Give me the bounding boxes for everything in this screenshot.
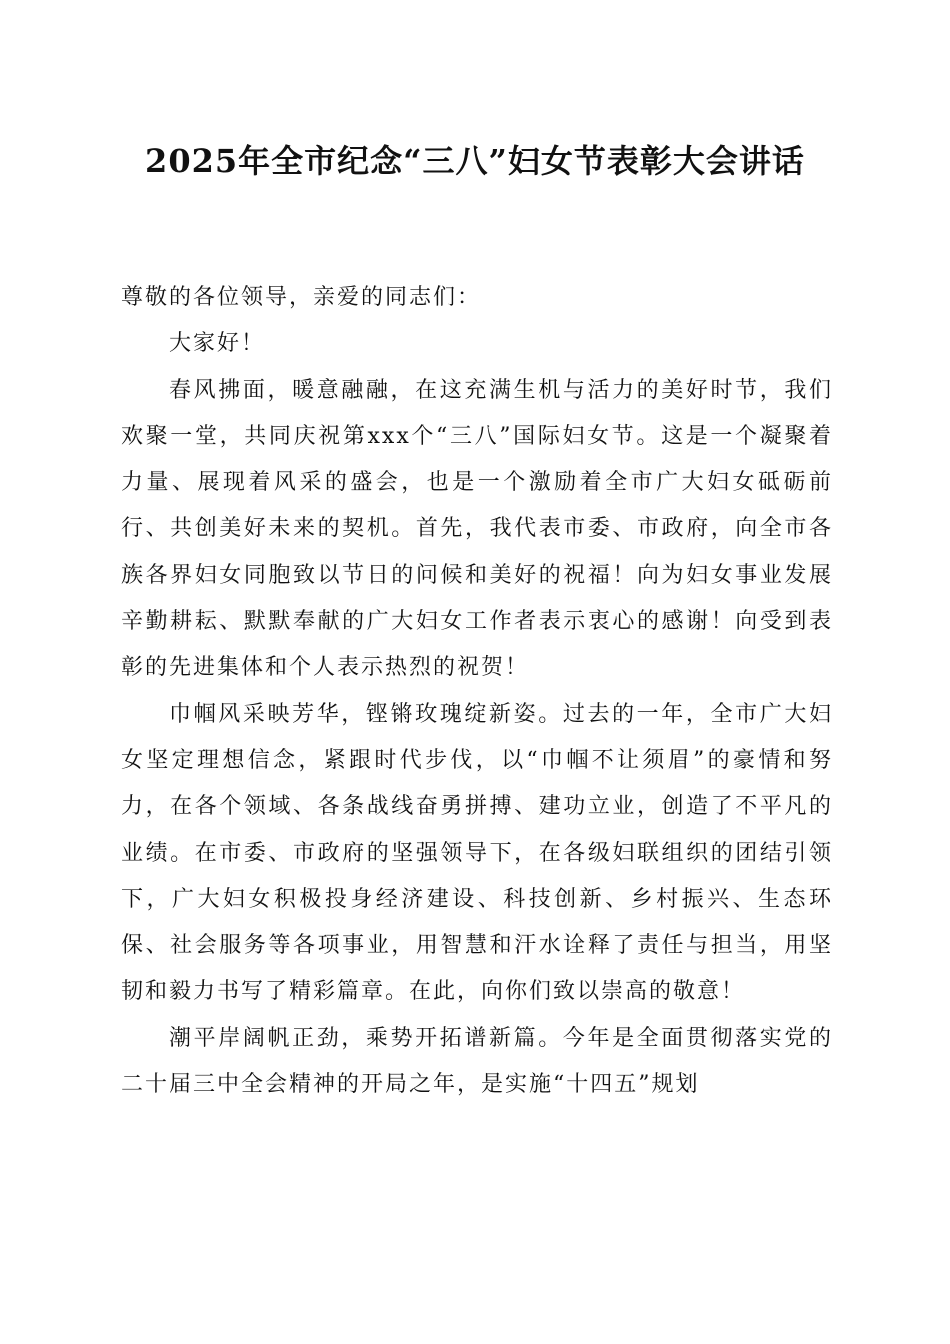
paragraph-greeting: 大家好！ [169, 331, 266, 357]
paragraph-outlook: 潮平岸阔帆正劲，乘势开拓谱新篇。今年是全面贯彻落实党的二十届三中全会精神的开局之年，是实施“十四五”规划 [121, 1025, 833, 1098]
salutation: 尊敬的各位领导，亲爱的同志们： [121, 285, 482, 310]
paragraph-achievements: 巾帼风采映芳华，铿锵玫瑰绽新姿。过去的一年，全市广大妇女坚定理想信念，紧跟时代步伐，以“巾帼不让须眉”的豪情和努力，在各个领域、各条战线奋勇拼搏、建功立业，创造了不平凡的业绩。在市委、市政府的坚强领导下，在各级妇联组织的团结引领下，广大妇女积极投身经济建设、科技创新、乡村振兴、生态环保、社会服务等各项事业，用智慧和汗水诠释了责任与担当，用坚韧和毅力书写了精彩篇章。在此，向你们致以崇高的敬意！ [121, 701, 833, 1005]
document-title: 2025年全市纪念“三八”妇女节表彰大会讲话 [145, 142, 805, 180]
paragraph-opening: 春风拂面，暖意融融，在这充满生机与活力的美好时节，我们欢聚一堂，共同庆祝第xxx个“三八”国际妇女节。这是一个凝聚着力量、展现着风采的盛会，也是一个激励着全市广大妇女砥砺前行、共创美好未来的契机。首先，我代表市委、市政府，向全市各族各界妇女同胞致以节日的问候和美好的祝福！向为妇女事业发展辛勤耕耘、默默奉献的广大妇女工作者表示衷心的感谢！向受到表彰的先进集体和个人表示热烈的祝贺！ [121, 377, 833, 681]
document-body [121, 275, 833, 1108]
